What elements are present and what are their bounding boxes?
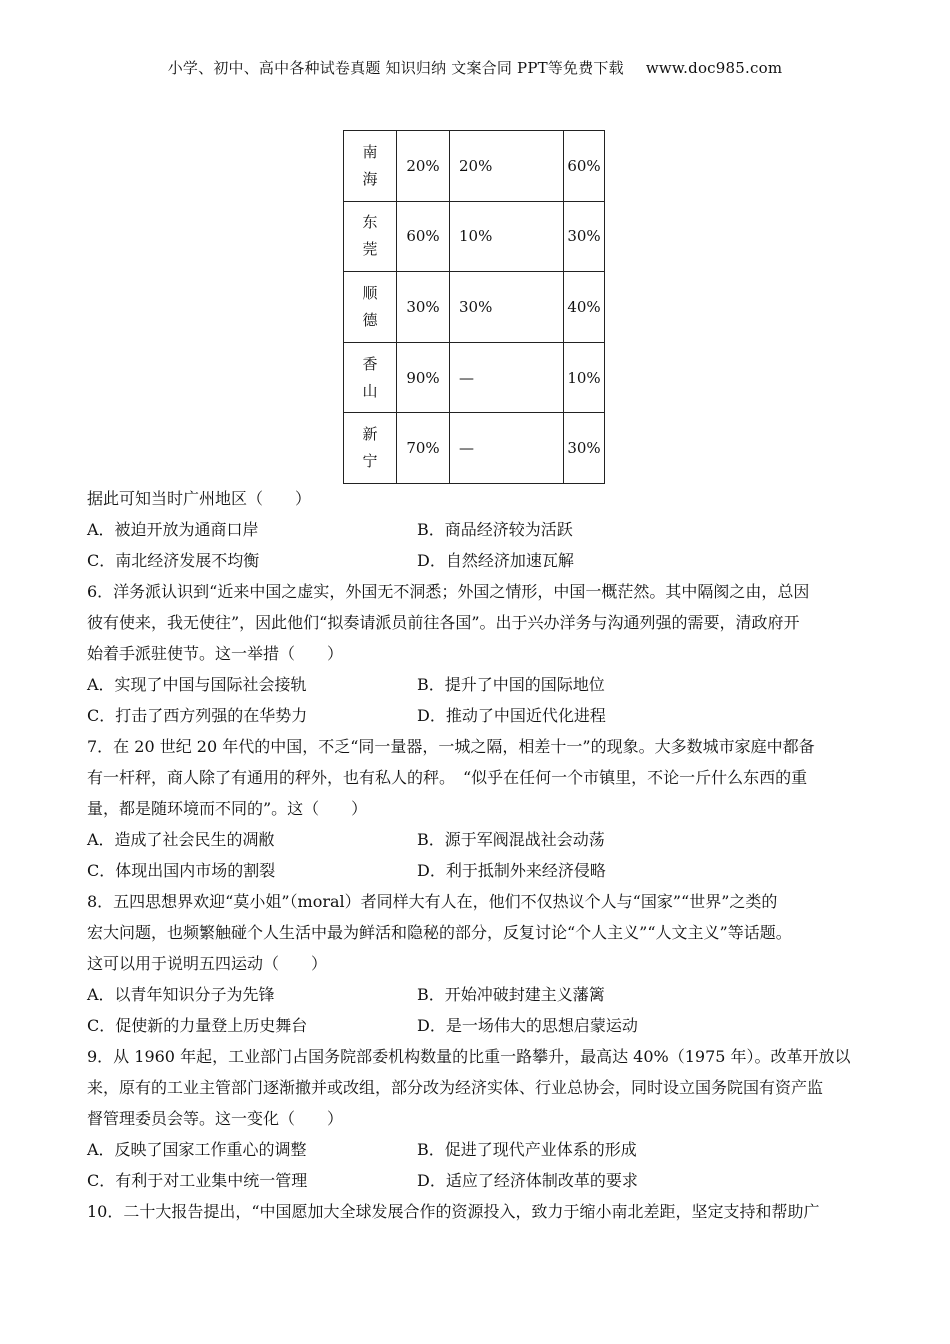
region-cell: 香 山	[344, 342, 397, 413]
value-cell: 30%	[450, 272, 564, 343]
question-5-stem: 据此可知当时广州地区（ ）	[87, 489, 312, 508]
table-row	[344, 131, 605, 202]
question-7-line: 量，都是随环境而不同的”。这（ ）	[87, 799, 368, 818]
value-cell: 20%	[450, 131, 564, 202]
question-8-line: 宏大问题，也频繁触碰个人生活中最为鲜活和隐秘的部分，反复讨论“个人主义”“人文主义”等话题。	[87, 923, 792, 942]
question-9-line: 督管理委员会等。这一变化（ ）	[87, 1109, 344, 1128]
question-7-line: 有一杆秤，商人除了有通用的秤外，也有私人的秤。 “似乎在任何一个市镇里，不论一斤什么东西的重	[87, 768, 808, 787]
option-c: C．南北经济发展不均衡	[87, 551, 260, 570]
option-c: C．体现出国内市场的割裂	[87, 861, 276, 880]
value-cell: 40%	[564, 272, 605, 343]
question-6-line: 6．洋务派认识到“近来中国之虚实，外国无不洞悉；外国之情形，中国一概茫然。其中隔阂之由，总因	[87, 582, 810, 601]
value-cell: 10%	[450, 201, 564, 272]
header-text: 小学、初中、高中各种试卷真题 知识归纳 文案合同 PPT等免费下载	[167, 59, 624, 77]
option-a: A．实现了中国与国际社会接轨	[87, 675, 307, 694]
value-cell: 60%	[397, 201, 450, 272]
question-9-options-row-1	[87, 1134, 863, 1165]
question-6-options-row-1	[87, 669, 863, 700]
question-6-options-row-2	[87, 700, 863, 731]
value-cell: —	[450, 413, 564, 484]
option-a: A．造成了社会民生的凋敝	[87, 830, 275, 849]
question-6-line: 彼有使来，我无使往”，因此他们“拟奏请派员前往各国”。出于兴办洋务与沟通列强的需要，清政府开	[87, 613, 800, 632]
option-d: D．利于抵制外来经济侵略	[417, 861, 606, 880]
question-5-options-row-2	[87, 545, 863, 576]
question-5-options-row-1	[87, 514, 863, 545]
value-cell: 30%	[564, 413, 605, 484]
question-8-options-row-2	[87, 1010, 863, 1041]
option-a: A．被迫开放为通商口岸	[87, 520, 259, 539]
option-d: D．适应了经济体制改革的要求	[417, 1171, 638, 1190]
option-c: C．有利于对工业集中统一管理	[87, 1171, 308, 1190]
question-7-line: 7．在 20 世纪 20 年代的中国，不乏“同一量器，一城之隔，相差十一”的现象。大多数城市家庭中都备	[87, 737, 815, 756]
question-8-line: 这可以用于说明五四运动（ ）	[87, 954, 328, 973]
question-content	[87, 483, 863, 1227]
value-cell: 70%	[397, 413, 450, 484]
data-table	[343, 130, 605, 484]
option-d: D．是一场伟大的思想启蒙运动	[417, 1016, 638, 1035]
option-b: B．商品经济较为活跃	[417, 520, 573, 539]
value-cell: 30%	[397, 272, 450, 343]
option-d: D．推动了中国近代化进程	[417, 706, 606, 725]
option-b: B．源于军阀混战社会动荡	[417, 830, 605, 849]
value-cell: 60%	[564, 131, 605, 202]
option-a: A．以青年知识分子为先锋	[87, 985, 275, 1004]
question-7-options-row-1	[87, 824, 863, 855]
table-row	[344, 342, 605, 413]
page-header	[0, 57, 950, 78]
question-9-line: 9．从 1960 年起，工业部门占国务院部委机构数量的比重一路攀升，最高达 40%（1975 年）。改革开放以	[87, 1047, 851, 1066]
value-cell: 10%	[564, 342, 605, 413]
table-row	[344, 413, 605, 484]
table-row	[344, 272, 605, 343]
question-9-options-row-2	[87, 1165, 863, 1196]
region-cell: 东 莞	[344, 201, 397, 272]
option-c: C．打击了西方列强的在华势力	[87, 706, 308, 725]
value-cell: 30%	[564, 201, 605, 272]
region-cell: 顺 德	[344, 272, 397, 343]
question-9-line: 来，原有的工业主管部门逐渐撤并或改组，部分改为经济实体、行业总协会，同时设立国务院国有资产监	[87, 1078, 824, 1097]
question-8-line: 8．五四思想界欢迎“莫小姐”（moral）者同样大有人在，他们不仅热议个人与“国家”“世界”之类的	[87, 892, 778, 911]
value-cell: —	[450, 342, 564, 413]
option-c: C．促使新的力量登上历史舞台	[87, 1016, 308, 1035]
option-d: D．自然经济加速瓦解	[417, 551, 574, 570]
question-7-options-row-2	[87, 855, 863, 886]
value-cell: 20%	[397, 131, 450, 202]
option-b: B．开始冲破封建主义藩篱	[417, 985, 605, 1004]
option-a: A．反映了国家工作重心的调整	[87, 1140, 307, 1159]
region-cell: 新 宁	[344, 413, 397, 484]
question-10-line: 10．二十大报告提出，“中国愿加大全球发展合作的资源投入，致力于缩小南北差距，坚定支持和帮助广	[87, 1202, 820, 1221]
option-b: B．提升了中国的国际地位	[417, 675, 605, 694]
option-b: B．促进了现代产业体系的形成	[417, 1140, 637, 1159]
question-8-options-row-1	[87, 979, 863, 1010]
table-row	[344, 201, 605, 272]
region-cell: 南 海	[344, 131, 397, 202]
header-site: www.doc985.com	[645, 59, 783, 77]
value-cell: 90%	[397, 342, 450, 413]
question-6-line: 始着手派驻使节。这一举措（ ）	[87, 644, 344, 663]
